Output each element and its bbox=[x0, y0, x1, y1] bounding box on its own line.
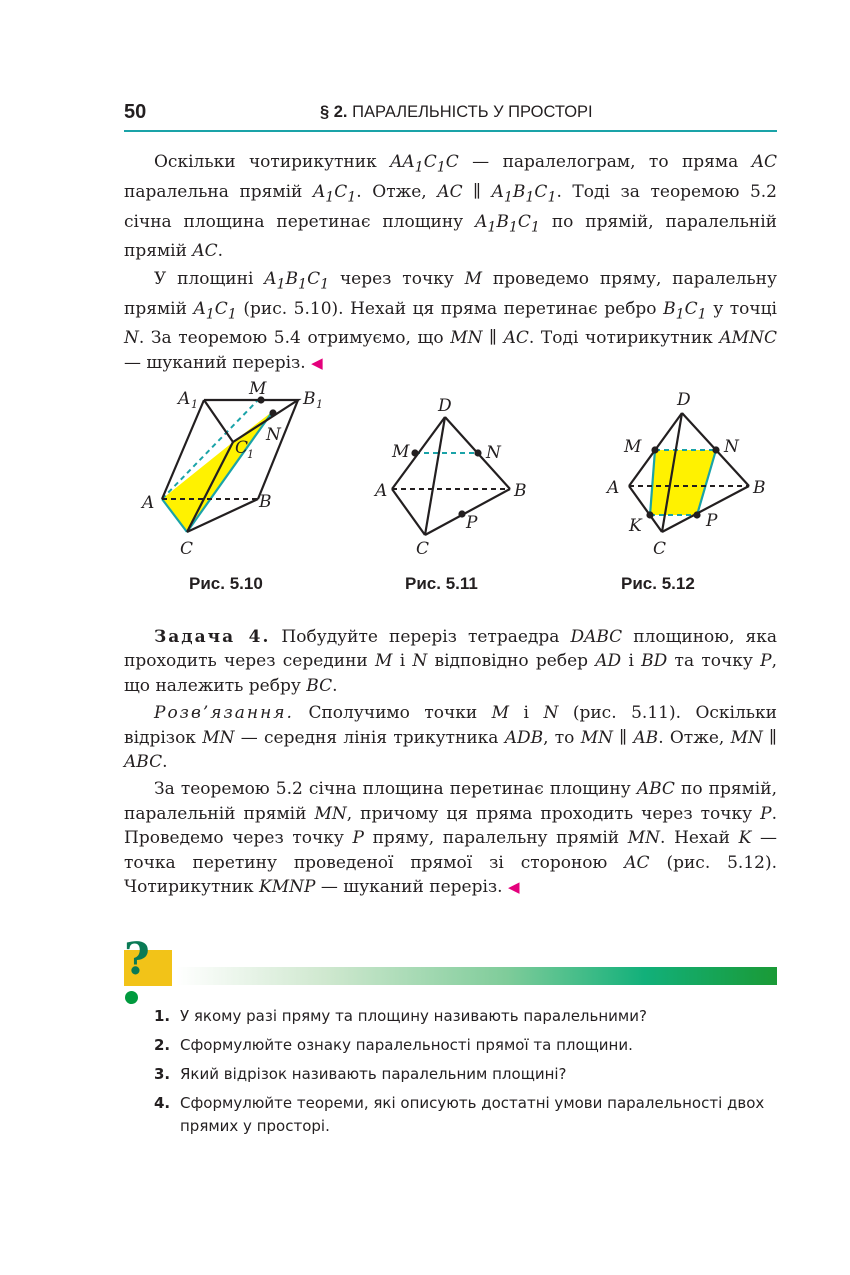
label-n: N bbox=[266, 425, 281, 445]
label-p: P bbox=[466, 513, 478, 533]
label-c: C bbox=[416, 539, 430, 559]
label-b: B bbox=[753, 478, 766, 498]
paragraph-3: За теоремою 5.2 січна площина перетинає площину ABC по прямій, паралельній прямій MN, причому ця пряма проходить через точку P. Проведемо через точку P пряму, паралельну прямій MN. Нехай K — точка перетину проведеної прямої зі стороною AC (рис. 5.12). Чотирикутник KMNP — шуканий переріз. ◀ bbox=[124, 779, 778, 898]
page-number: 50 bbox=[124, 101, 147, 123]
question-gradient-bar bbox=[176, 967, 777, 985]
solution: Розв’язання. Сполучимо точки M і N (рис. 5.11). Оскільки відрізок MN — середня лінія трикутника ADB, то MN ∥ AB. Отже, MN ∥ ABC. bbox=[124, 703, 777, 773]
solution-label: Розв’язання. bbox=[154, 703, 294, 724]
svg-text:1: 1 bbox=[316, 398, 323, 411]
paragraph-2: У площині $A_1B_1C_1$ через точку M проведемо пряму, паралельну прямій $A_1C_1$ (рис. 5.10). Нехай ця пряма перетинає ребро $B_1C_1$ у точці N. За теоремою 5.4 отримуємо, що MN ∥ AC. Тоді чотирикутник AMNC — шуканий переріз. ◀ bbox=[124, 268, 777, 373]
svg-text:1: 1 bbox=[191, 398, 198, 411]
task-label: Задача 4. bbox=[154, 627, 271, 647]
label-b: B bbox=[259, 492, 272, 512]
label-a: A bbox=[375, 481, 388, 501]
caption-5-11: Рис. 5.11 bbox=[405, 574, 478, 593]
label-a1: A bbox=[178, 389, 191, 409]
label-k: K bbox=[629, 516, 642, 536]
text-block-intro bbox=[124, 150, 777, 375]
label-m: M bbox=[624, 437, 642, 457]
label-c: C bbox=[180, 539, 194, 559]
label-d: D bbox=[677, 390, 691, 410]
task-4: Задача 4. Побудуйте переріз тетраедра DABC площиною, яка проходить через середини M і N відповідно ребер AD і BD та точку P, що належить ребру BC. bbox=[124, 627, 777, 696]
questions-list bbox=[150, 1005, 780, 1144]
label-c: C bbox=[653, 539, 667, 559]
question-item: 3. Який відрізок називають паралельним площині? bbox=[154, 1065, 567, 1083]
label-p: P bbox=[706, 511, 718, 531]
text-block-task bbox=[124, 625, 777, 899]
question-item: 1. У якому разі пряму та площину називають паралельними? bbox=[154, 1007, 647, 1025]
label-b: B bbox=[514, 481, 527, 501]
label-b1: B bbox=[303, 389, 316, 409]
figure-5-10 bbox=[124, 370, 344, 570]
page-header bbox=[124, 100, 777, 132]
figure-5-11 bbox=[370, 390, 540, 570]
label-m: M bbox=[392, 442, 410, 462]
end-of-solution-marker: ◀ bbox=[507, 878, 520, 897]
svg-text:1: 1 bbox=[247, 448, 254, 461]
label-n: N bbox=[486, 443, 501, 463]
section-title: § 2. ПАРАЛЕЛЬНІСТЬ У ПРОСТОРІ bbox=[320, 103, 593, 121]
question-mark-icon: ? bbox=[124, 934, 150, 985]
label-n: N bbox=[724, 437, 739, 457]
paragraph-1: Оскільки чотирикутник $AA_1C_1C$ — паралелограм, то пряма AC паралельна прямій $A_1C_1$. Отже, AC ∥ $A_1B_1C_1$. Тоді за теоремою 5.2 січна площина перетинає площину $A_1B_1C_1$ по прямій, паралельній прямій AC. bbox=[124, 152, 778, 262]
label-d: D bbox=[438, 396, 452, 416]
caption-5-10: Рис. 5.10 bbox=[189, 574, 263, 593]
label-m: M bbox=[249, 379, 267, 399]
question-dot-icon bbox=[125, 991, 138, 1004]
question-item: 2. Сформулюйте ознаку паралельності прямої та площини. bbox=[154, 1036, 633, 1054]
label-c1: C bbox=[235, 438, 249, 458]
label-a: A bbox=[142, 493, 155, 513]
figure-5-12 bbox=[600, 385, 780, 570]
caption-5-12: Рис. 5.12 bbox=[621, 574, 695, 593]
question-item: 4. Сформулюйте теореми, які описують достатні умови паралельності двох прямих у просторі. bbox=[154, 1094, 765, 1135]
label-a: A bbox=[607, 478, 620, 498]
end-of-solution-marker: ◀ bbox=[311, 353, 323, 372]
